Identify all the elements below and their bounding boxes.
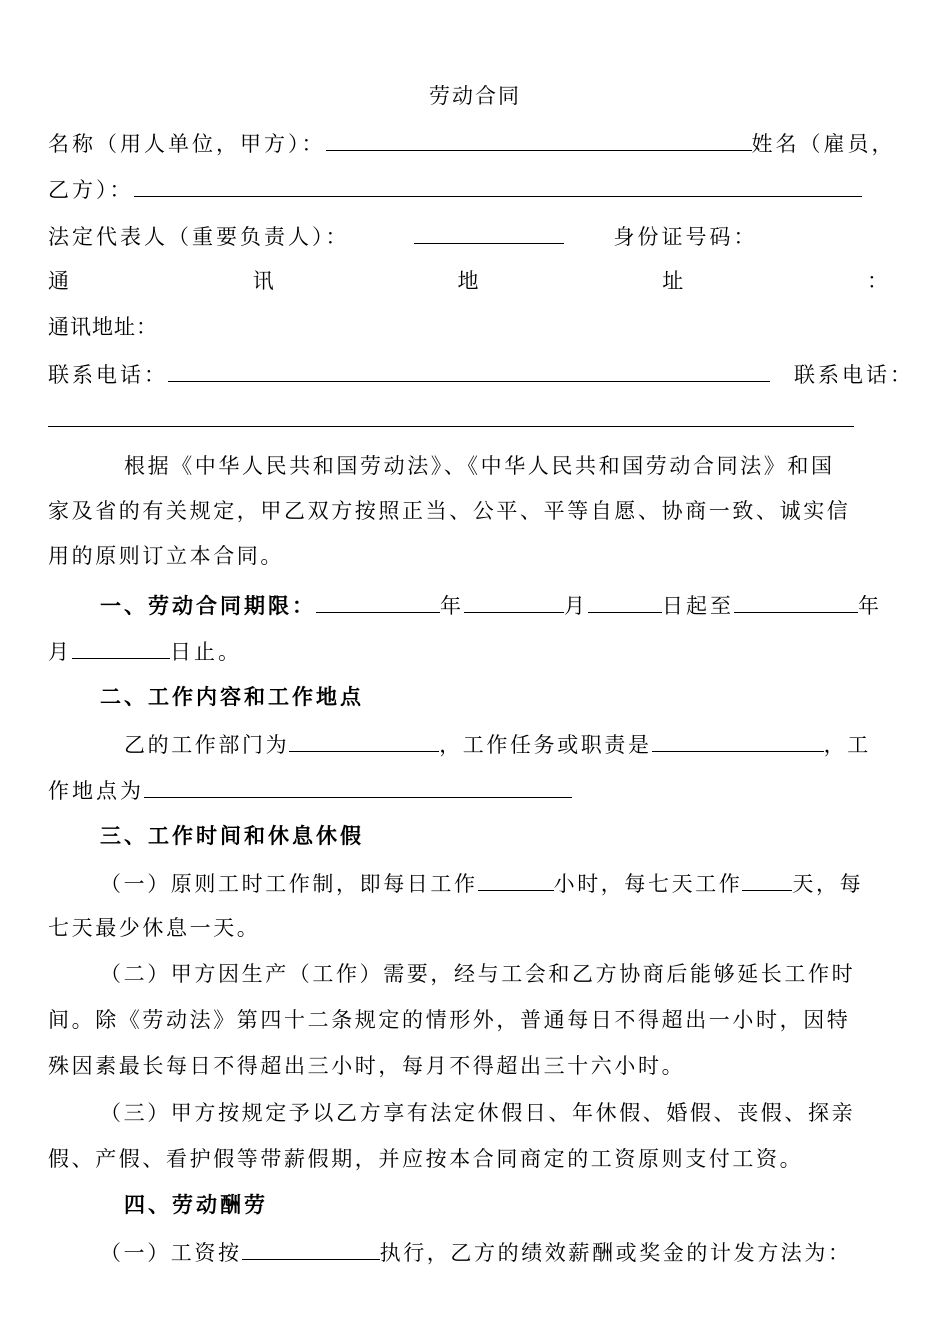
s4-p1-text-a: （一）工资按 bbox=[100, 1241, 242, 1265]
s4-p1-text-b: 执行，乙方的绩效薪酬或奖金的计发方法为： bbox=[379, 1241, 852, 1265]
s3-p3-line-1: （三）甲方按规定予以乙方享有法定休假日、年休假、婚假、丧假、探亲 bbox=[100, 1101, 856, 1125]
end-year-field[interactable] bbox=[734, 590, 858, 613]
address-char: ： bbox=[867, 269, 888, 293]
section-2-heading: 二、工作内容和工作地点 bbox=[100, 685, 364, 709]
start-year-field[interactable] bbox=[316, 590, 440, 613]
section-1-row bbox=[100, 590, 882, 620]
party-b-row bbox=[48, 174, 862, 204]
legal-rep-label: 法定代表人（重要负责人）： bbox=[48, 225, 350, 249]
phone-label-b: 联系电话： bbox=[794, 363, 914, 387]
s3-p1-line-2: 七天最少休息一天。 bbox=[48, 916, 261, 940]
dept-label: 乙的工作部门为 bbox=[124, 733, 290, 757]
address-char: 通 bbox=[48, 269, 69, 293]
dept-field[interactable] bbox=[289, 729, 439, 752]
s4-p1-row bbox=[100, 1237, 852, 1267]
daily-hours-field[interactable] bbox=[478, 868, 554, 891]
address-char: 讯 bbox=[252, 269, 274, 293]
legal-rep-field[interactable] bbox=[414, 221, 564, 244]
phone-field-b[interactable] bbox=[48, 426, 854, 427]
month-label: 月 bbox=[564, 594, 588, 618]
intro-line-3: 用的原则订立本合同。 bbox=[48, 544, 284, 568]
party-a-name-field[interactable] bbox=[326, 128, 752, 151]
address-spread-row bbox=[48, 267, 888, 295]
day-end-label: 日止。 bbox=[170, 640, 242, 664]
address-char: 址 bbox=[662, 269, 684, 293]
salary-basis-field[interactable] bbox=[242, 1237, 380, 1260]
s3-p1-row bbox=[100, 868, 863, 898]
end-month-field[interactable] bbox=[72, 636, 170, 659]
intro-line-1: 根据《中华人民共和国劳动法》、《中华人民共和国劳动合同法》和国 bbox=[124, 454, 835, 478]
party-b-label-cont: 乙方）： bbox=[48, 178, 134, 202]
phone-row bbox=[48, 359, 914, 389]
weekly-days-field[interactable] bbox=[742, 868, 792, 891]
address-char: 地 bbox=[457, 269, 479, 293]
id-number-label: 身份证号码： bbox=[613, 225, 758, 249]
section-1-row-2 bbox=[48, 636, 242, 666]
section-3-heading: 三、工作时间和休息休假 bbox=[100, 824, 364, 848]
section-1-heading: 一、劳动合同期限： bbox=[100, 594, 316, 618]
s3-p2-line-1: （二）甲方因生产（工作）需要，经与工会和乙方协商后能够延长工作时 bbox=[100, 962, 856, 986]
s3-p2-line-2: 间。除《劳动法》第四十二条规定的情形外，普通每日不得超出一小时，因特 bbox=[48, 1008, 851, 1032]
party-b-name-field[interactable] bbox=[134, 174, 862, 197]
s3-p2-line-3: 殊因素最长每日不得超出三小时，每月不得超出三十六小时。 bbox=[48, 1054, 686, 1078]
party-b-label: 姓名（雇员， bbox=[751, 132, 896, 156]
legal-rep-row bbox=[48, 221, 758, 251]
start-day-field[interactable] bbox=[588, 590, 662, 613]
phone-field-a[interactable] bbox=[168, 359, 770, 382]
section-4-heading: 四、劳动酬劳 bbox=[124, 1193, 268, 1217]
address-label: 通讯地址： bbox=[48, 315, 158, 339]
section-2-row-2 bbox=[48, 775, 572, 805]
year-label: 年 bbox=[440, 594, 464, 618]
day-from-label: 日起至 bbox=[662, 594, 734, 618]
comma-label: ，工 bbox=[823, 733, 871, 757]
address-row bbox=[48, 313, 158, 341]
s3-p1-text-a: （一）原则工时工作制，即每日工作 bbox=[100, 872, 478, 896]
party-a-row bbox=[48, 128, 896, 158]
party-a-label: 名称（用人单位，甲方）： bbox=[48, 132, 326, 156]
duty-field[interactable] bbox=[652, 729, 824, 752]
section-2-row-1 bbox=[124, 729, 871, 759]
month-label-2: 月 bbox=[48, 640, 72, 664]
s3-p1-text-c: 天，每 bbox=[792, 872, 864, 896]
year-label-2: 年 bbox=[858, 594, 882, 618]
intro-line-2: 家及省的有关规定，甲乙双方按照正当、公平、平等自愿、协商一致、诚实信 bbox=[48, 499, 851, 523]
place-field[interactable] bbox=[144, 775, 572, 798]
s3-p3-line-2: 假、产假、看护假等带薪假期，并应按本合同商定的工资原则支付工资。 bbox=[48, 1147, 804, 1171]
place-label: 作地点为 bbox=[48, 779, 144, 803]
document-title: 劳动合同 bbox=[429, 84, 521, 108]
start-month-field[interactable] bbox=[464, 590, 564, 613]
s3-p1-text-b: 小时，每七天工作 bbox=[553, 872, 743, 896]
phone-label-a: 联系电话： bbox=[48, 363, 168, 387]
duty-label: ，工作任务或职责是 bbox=[439, 733, 652, 757]
